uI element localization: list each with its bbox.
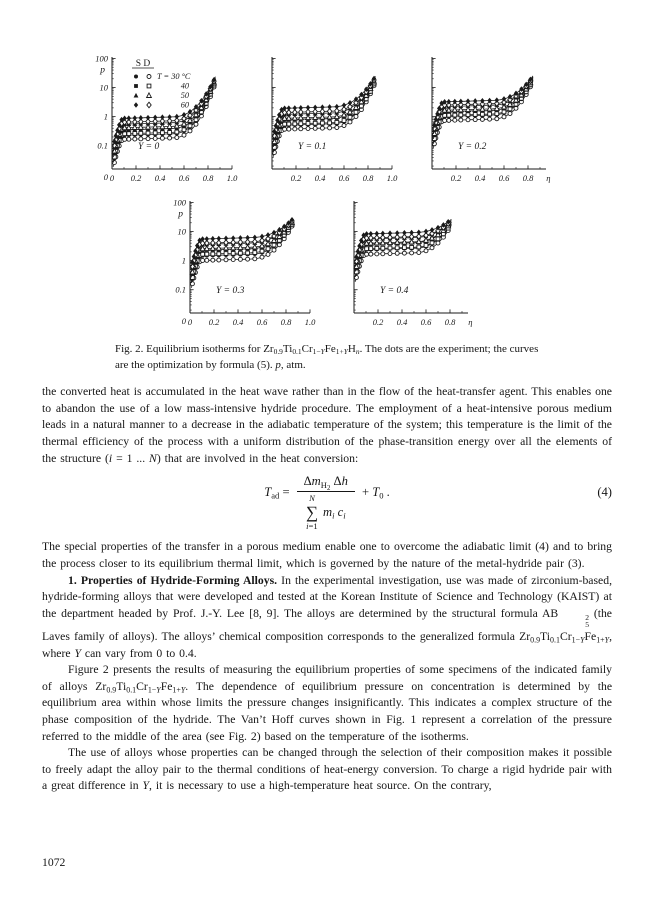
svg-text:η: η bbox=[546, 173, 551, 183]
paragraph-figure-2-results: Figure 2 presents the results of measuring the equilibrium properties of some specimens of the indicated family of alloys $Zr_{0.9}Ti_{0.1}Cr_{1-Y}Fe_{1+Y}$. The dependence of equilibrium pressure on concentration is determined by the equilibrium area within whose limits the pressure changes insignificantly. This indicates a complex structure of the phase composition of the hydride. The Van’t Hoff curves shown in Fig. 1 represent a correlation of the pressure referred to the middle of the area (see Fig. 2) based on the temperature of the isotherms. bbox=[42, 663, 613, 743]
paragraph-transfer-properties: The special properties of the transfer in a porous medium enable one to overcome the adiabatic limit (4) and to bring the process closer to its equilibrium thermal limit, which is governed by the nature of the metal-hydride pair (3). bbox=[42, 540, 612, 570]
svg-text:Y = 0.2: Y = 0.2 bbox=[458, 142, 487, 152]
svg-text:S D: S D bbox=[135, 59, 151, 69]
svg-text:0.8: 0.8 bbox=[280, 317, 292, 327]
denominator-terms: $m_i$ $c_i$ bbox=[323, 505, 346, 521]
figure-row-2 bbox=[42, 194, 612, 334]
svg-text:0.4: 0.4 bbox=[314, 173, 326, 183]
svg-text:0.4: 0.4 bbox=[154, 173, 166, 183]
paragraph-section-1: 1. Properties of Hydride-Forming Alloys. In the experimental investigation, use was made of zirconium-based, hydride-forming alloys that were developed and tested at the Korean Institute of Science and Technology (KAIST) at the department headed by Prof. J.-Y. Lee [8, 9]. The alloys are determined by the structural formula AB 2 5 (the Laves family of alloys). The alloys’ chemical composition corresponds to the generalized formula $Zr_{0.9}Ti_{0.1}Cr_{1-Y}Fe_{1+Y}$, where Y can vary from 0 to 0.4. bbox=[42, 573, 612, 660]
svg-text:Y = 0.3: Y = 0.3 bbox=[216, 286, 245, 296]
svg-text:1: 1 bbox=[181, 255, 186, 266]
svg-text:0.6: 0.6 bbox=[178, 173, 190, 183]
sum-lower-limit: i=1 bbox=[306, 520, 318, 531]
svg-text:40: 40 bbox=[180, 81, 189, 91]
svg-text:0.6: 0.6 bbox=[420, 317, 432, 327]
isotherm-panel-y0-2 bbox=[422, 50, 572, 190]
svg-text:0: 0 bbox=[181, 316, 186, 326]
svg-text:0.2: 0.2 bbox=[450, 173, 462, 183]
svg-text:0.2: 0.2 bbox=[372, 317, 384, 327]
isotherm-panel-y0-4 bbox=[344, 194, 494, 334]
svg-text:0: 0 bbox=[103, 172, 108, 182]
fraction-numerator: $\Delta m_{H_2}$ Δh bbox=[297, 474, 355, 492]
svg-text:0.6: 0.6 bbox=[256, 317, 268, 327]
svg-text:0.1: 0.1 bbox=[175, 284, 186, 295]
sigma-symbol: ∑ bbox=[305, 502, 318, 522]
equation-number: (4) bbox=[597, 485, 612, 500]
svg-text:1: 1 bbox=[103, 111, 108, 122]
svg-text:10: 10 bbox=[99, 82, 108, 93]
svg-text:Y = 0.1: Y = 0.1 bbox=[298, 142, 327, 152]
svg-text:0.4: 0.4 bbox=[396, 317, 408, 327]
svg-text:0.1: 0.1 bbox=[97, 140, 108, 151]
svg-text:10: 10 bbox=[177, 226, 186, 237]
svg-text:η: η bbox=[468, 317, 473, 327]
svg-text:1.0: 1.0 bbox=[304, 317, 316, 327]
sum-upper-limit: N bbox=[309, 493, 315, 504]
figure-row-1 bbox=[42, 50, 612, 190]
equation-rhs: + $T_0$ . bbox=[361, 485, 390, 501]
svg-text:1.0: 1.0 bbox=[386, 173, 398, 183]
svg-text:0.2: 0.2 bbox=[208, 317, 220, 327]
svg-text:100: 100 bbox=[95, 53, 108, 64]
svg-text:0.4: 0.4 bbox=[232, 317, 244, 327]
svg-text:60: 60 bbox=[180, 100, 189, 110]
equation-fraction bbox=[297, 474, 355, 530]
equation-expression bbox=[42, 474, 612, 530]
fraction-denominator bbox=[306, 492, 346, 530]
svg-text:Y = 0: Y = 0 bbox=[138, 142, 160, 152]
paragraph-continuation: the converted heat is accumulated in the heat wave rather than in the flow of the heat-transfer agent. This enables one to abandon the use of a low mass-intensive hydride procedure. The employment of a heat-intensive porous medium leads in a natural manner to a decrease in the adiabatic temperature of the system; this temperature is the limit of the thermal efficiency of the process with a uniform distribution of the phase-transition energy over all the elements of the structure (i = 1 ... N) that are involved in the heat conversion: bbox=[42, 385, 612, 465]
svg-text:0.8: 0.8 bbox=[522, 173, 534, 183]
svg-text:50: 50 bbox=[180, 91, 189, 100]
svg-text:0: 0 bbox=[187, 317, 193, 327]
equation-4 bbox=[42, 474, 612, 530]
svg-text:p: p bbox=[100, 65, 105, 76]
svg-text:0.8: 0.8 bbox=[202, 173, 214, 183]
svg-text:0.6: 0.6 bbox=[338, 173, 350, 183]
isotherm-panel-y0-3 bbox=[160, 194, 326, 334]
summation bbox=[306, 494, 318, 530]
svg-text:p: p bbox=[178, 209, 183, 220]
figure-caption: Fig. 2. Equilibrium isotherms for $Zr_{0.9}Ti_{0.1}Cr_{1-Y}Fe_{1+Y}H_n$. The dots are the experiment; the curves are the optimization by formula (5). p, atm. bbox=[115, 343, 539, 371]
svg-text:0.2: 0.2 bbox=[130, 173, 142, 183]
svg-text:0.8: 0.8 bbox=[362, 173, 374, 183]
svg-text:100: 100 bbox=[173, 197, 186, 208]
body-text bbox=[42, 384, 612, 795]
svg-text:0: 0 bbox=[109, 173, 115, 183]
svg-text:Y = 0.4: Y = 0.4 bbox=[380, 286, 409, 296]
svg-text:0.6: 0.6 bbox=[498, 173, 510, 183]
page-number: 1072 bbox=[42, 856, 66, 869]
svg-text:T = 30 °C: T = 30 °C bbox=[157, 72, 191, 81]
paragraph-alloy-use: The use of alloys whose properties can be changed through the selection of their composition makes it possible to freely adapt the alloy pair to the thermal conditions of heat-energy conversion. To charge a rigid hydride pair with a great difference in Y, it is necessary to use a high-temperature heat source. On the contrary, bbox=[42, 746, 612, 793]
isotherm-panel-y0-1 bbox=[262, 50, 408, 190]
svg-text:0.2: 0.2 bbox=[290, 173, 302, 183]
figure-2 bbox=[42, 50, 612, 373]
isotherm-panel-y0 bbox=[82, 50, 248, 190]
svg-text:0.4: 0.4 bbox=[474, 173, 486, 183]
svg-text:1.0: 1.0 bbox=[226, 173, 238, 183]
svg-text:0.8: 0.8 bbox=[444, 317, 456, 327]
equation-lhs: $T_{ad}$ = bbox=[264, 485, 290, 501]
